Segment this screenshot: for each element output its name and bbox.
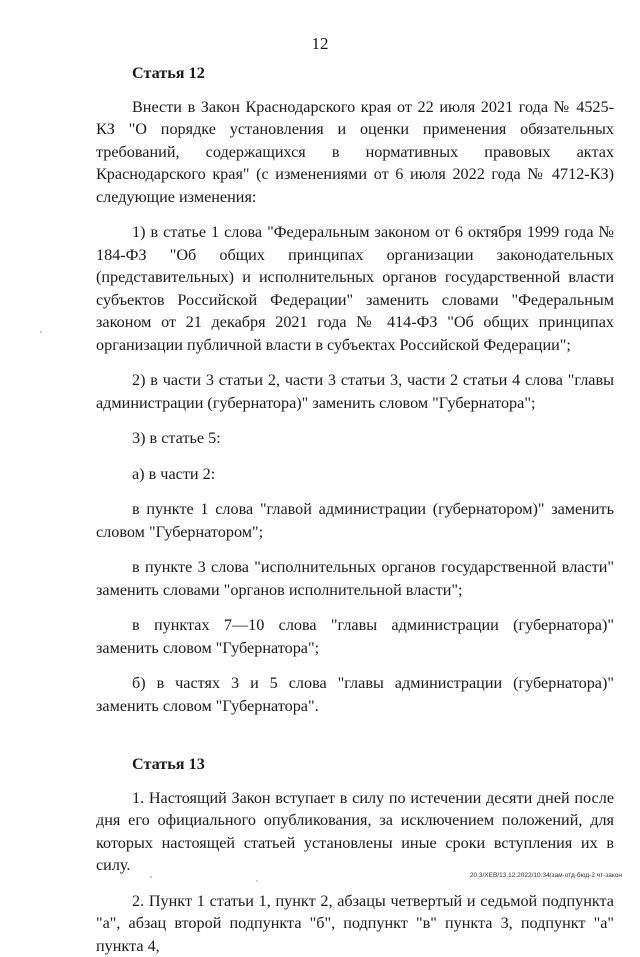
document-body xyxy=(96,62,614,957)
paragraph: Внести в Закон Краснодарского края от 22 июля 2021 года № 4525-КЗ "О порядке установления и оценки применения обязательных требований, содержащихся в нормативных правовых актах Краснодарского края" (с изменениями от 6 июля 2022 года № 4712-КЗ) следующие изменения: xyxy=(96,96,614,209)
paragraph: в пункте 1 слова "главой администрации (губернатором)" заменить словом "Губернатором"; xyxy=(96,498,614,543)
scan-speck xyxy=(150,876,152,878)
article-heading: Статья 12 xyxy=(132,62,614,85)
paragraph: б) в частях 3 и 5 слова "главы администрации (губернатора)" заменить словом "Губернатора". xyxy=(96,672,614,717)
paragraph: 1. Настоящий Закон вступает в силу по истечении десяти дней после дня его официального опубликования, за исключением положений, для которых настоящей статьей установлены иные сроки вступления их в силу. xyxy=(96,787,614,877)
paragraph: 1) в статье 1 слова "Федеральным законом от 6 октября 1999 года № 184-ФЗ "Об общих принципах организации законодательных (представительных) и исполнительных органов государственной власти субъектов Российской Федерации" заменить словами "Федеральным законом от 21 декабря 2021 года № 414-ФЗ "Об общих принципах организации публичной власти в субъектах Российской Федерации"; xyxy=(96,221,614,356)
page-number: 12 xyxy=(0,34,640,54)
article-heading: Статья 13 xyxy=(132,753,614,776)
paragraph: 2) в части 3 статьи 2, части 3 статьи 3, части 2 статьи 4 слова "главы администрации (губернатора)" заменить словом "Губернатора"; xyxy=(96,369,614,414)
paragraph: а) в части 2: xyxy=(96,463,614,486)
scan-speck xyxy=(256,880,258,882)
document-footer-code: 20.3/XEB/13.12.2022/10:34/зам-отд-бюд-2 чт-закон xyxy=(470,872,622,879)
paragraph: 3) в статье 5: xyxy=(96,427,614,450)
paragraph: в пунктах 7—10 слова "главы администрации (губернатора)" заменить словом "Губернатора"; xyxy=(96,614,614,659)
paragraph: 2. Пункт 1 статьи 1, пункт 2, абзацы четвертый и седьмой подпункта "а", абзац второй подпункта "б", подпункт "в" пункта 3, подпункт "а" пункта 4, xyxy=(96,890,614,957)
paragraph: в пункте 3 слова "исполнительных органов государственной власти" заменить словами "органов исполнительной власти"; xyxy=(96,556,614,601)
scan-speck xyxy=(40,331,42,333)
